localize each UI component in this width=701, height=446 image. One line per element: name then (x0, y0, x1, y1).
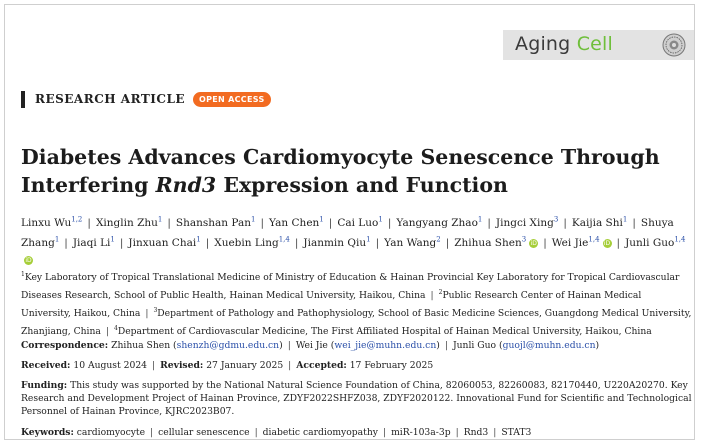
keyword: diabetic cardiomyopathy (262, 427, 378, 438)
article-type-row (21, 91, 271, 107)
author-name: Jiaqi Li$^1$ (72, 235, 115, 249)
orcid-icon[interactable]: iD (530, 239, 537, 247)
article-type-label: RESEARCH ARTICLE (35, 92, 186, 106)
author-name: Yangyang Zhao$^1$ (396, 215, 483, 229)
author-name: Xuebin Ling$^{1,4}$ (214, 235, 290, 249)
keywords: Keywords: cardiomyocyte | cellular senescence | diabetic cardiomyopathy | miR-103a-3p | Rnd3 | STAT3 (21, 427, 532, 438)
author-name: Yan Chen$^1$ (269, 215, 324, 229)
author-list: Linxu Wu$^{1,2}$ | Xinglin Zhu$^1$ | Shanshan Pan$^1$ | Yan Chen$^1$ | Cai Luo$^1$ | Yangyang Zhao$^1$ | Jingci Xing$^3$ | Kaijia Shi$^1$ | Shuya Zhang$^1$ | Jiaqi Li$^1$ | Jinxuan Chai$^1$ | Xuebin Ling$^{1,4}$ | Jianmin Qiu$^1$ | Yan Wang$^2$ | Zhihua Shen$^3$ iD | Wei Jie$^{1,4}$ iD | Junli Guo$^{1,4}$iD (21, 211, 691, 269)
journal-seal-icon (662, 33, 686, 57)
email-link[interactable]: wei_jie@muhn.edu.cn (334, 340, 437, 351)
article-type-bar (21, 91, 25, 108)
author-name: Wei Jie$^{1,4}$ iD (551, 235, 611, 249)
affiliations: $^1$Key Laboratory of Tropical Translational Medicine of Ministry of Education & Hainan Provincial Key Laboratory for Tropical Cardiovascular Diseases Research, School of Public Health, Hainan Medical University, Haikou, China | $^2$Public Research Center of Hainan Medical University, Haikou, China | $^3$Department of Pathology and Pathophysiology, School of Basic Medicine Sciences, Guangdong Medical University, Zhanjiang, China | $^4$Department of Cardiovascular Medicine, The First Affiliated Hospital of Hainan Medical University, Haikou, China (21, 271, 692, 337)
author-name: Linxu Wu$^{1,2}$ (21, 215, 83, 229)
author-name: Cai Luo$^1$ (337, 215, 383, 229)
email-link[interactable]: guojl@muhn.edu.cn (502, 340, 596, 351)
orcid-icon[interactable]: iD (603, 239, 611, 247)
keyword: cardiomyocyte (76, 427, 146, 438)
email-link[interactable]: shenzh@gdmu.edu.cn (176, 340, 280, 351)
author-name: Jinxuan Chai$^1$ (128, 235, 201, 249)
article-page (4, 4, 695, 440)
author-name: Kaijia Shi$^1$ (571, 215, 628, 229)
keyword: cellular senescence (158, 427, 250, 438)
author-name: Shuya Zhang$^1$ (21, 216, 674, 249)
correspondence: Correspondence: Zhihua Shen (shenzh@gdmu.edu.cn) | Wei Jie (wei_jie@muhn.edu.cn) | Junli Guo (guojl@muhn.edu.cn) (21, 340, 600, 351)
article-title: Diabetes Advances Cardiomyocyte Senescence Through Interfering Rnd3 Expression and Function (21, 145, 660, 197)
orcid-icon[interactable]: iD (25, 256, 32, 264)
keyword: miR-103a-3p (391, 427, 451, 438)
author-name: Junli Guo$^{1,4}$iD (25, 235, 686, 264)
keyword: STAT3 (501, 427, 532, 438)
author-name: Yan Wang$^2$ (384, 235, 441, 249)
author-name: Jingci Xing$^3$ (495, 215, 559, 229)
author-name: Xinglin Zhu$^1$ (95, 215, 163, 229)
author-name: Shanshan Pan$^1$ (175, 215, 256, 229)
journal-name: Aging Cell (515, 33, 614, 55)
keyword: Rnd3 (463, 427, 489, 438)
funding: Funding: This study was supported by the National Natural Science Foundation of China, 82060053, 82260083, 82170440, U220A20270. Key Research and Development Project of Hainan Province, ZDYF2022SHFZ038, ZDYF2020122. Innovational Fund for Scientific and Technological Personnel of Hainan Province, KJRC2023B07. (21, 380, 692, 417)
open-access-badge: OPEN ACCESS (193, 92, 270, 107)
dates: Received: 10 August 2024 | Revised: 27 January 2025 | Accepted: 17 February 2025 (21, 360, 434, 371)
author-name: Zhihua Shen$^3$ iD (454, 235, 537, 249)
journal-banner[interactable] (503, 30, 694, 60)
author-name: Jianmin Qiu$^1$ (303, 235, 371, 249)
